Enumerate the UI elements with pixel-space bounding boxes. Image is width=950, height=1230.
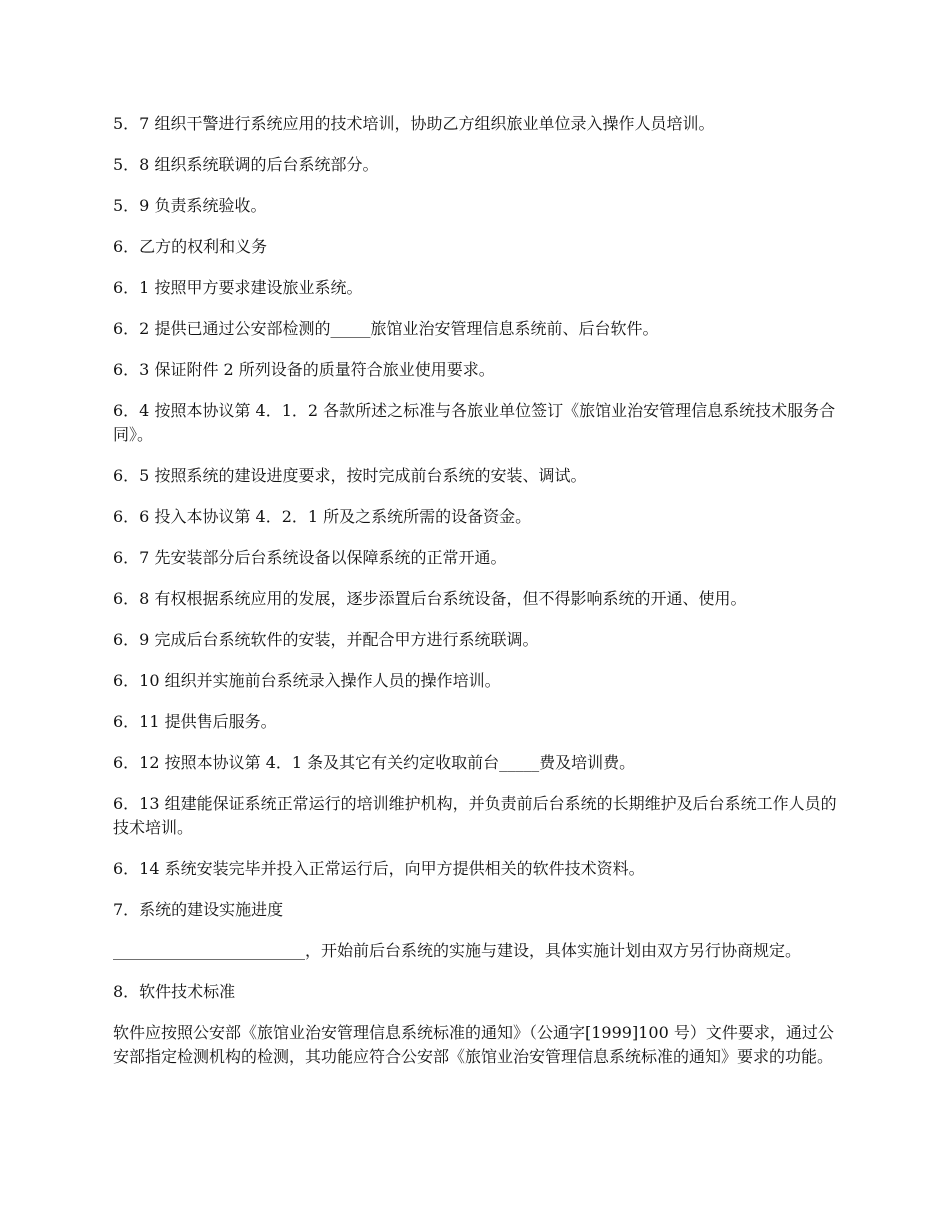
clause-6-6: 6．6 投入本协议第 4．2．1 所及之系统所需的设备资金。 — [113, 507, 532, 526]
clause-6-13: 6．13 组建能保证系统正常运行的培训维护机构，并负责前后台系统的长期维护及后台系统工作人员的技术培训。 — [113, 794, 837, 837]
clause-5-9: 5．9 负责系统验收。 — [113, 196, 267, 215]
clause-6-7: 6．7 先安装部分后台系统设备以保障系统的正常开通。 — [113, 548, 507, 567]
section-6-heading: 6．乙方的权利和义务 — [113, 237, 268, 256]
clause-6-8: 6．8 有权根据系统应用的发展，逐步添置后台系统设备，但不得影响系统的开通、使用。 — [113, 589, 747, 608]
clause-5-8: 5．8 组织系统联调的后台系统部分。 — [113, 155, 379, 174]
section-7-heading: 7．系统的建设实施进度 — [113, 900, 284, 919]
clause-6-12: 6．12 按照本协议第 4．1 条及其它有关约定收取前台_____费及培训费。 — [113, 753, 636, 772]
clause-6-2: 6．2 提供已通过公安部检测的_____旅馆业治安管理信息系统前、后台软件。 — [113, 319, 659, 338]
clause-6-10: 6．10 组织并实施前台系统录入操作人员的操作培训。 — [113, 671, 501, 690]
document-page — [113, 112, 843, 1086]
clause-6-3: 6．3 保证附件 2 所列设备的质量符合旅业使用要求。 — [113, 360, 495, 379]
clause-6-9: 6．9 完成后台系统软件的安装，并配合甲方进行系统联调。 — [113, 630, 539, 649]
section-7-body: ________________________，开始前后台系统的实施与建设，具体实施计划由双方另行协商规定。 — [113, 941, 802, 960]
clause-6-11: 6．11 提供售后服务。 — [113, 712, 277, 731]
clause-5-7: 5．7 组织干警进行系统应用的技术培训，协助乙方组织旅业单位录入操作人员培训。 — [113, 114, 715, 133]
section-8-heading: 8．软件技术标准 — [113, 982, 236, 1001]
clause-6-5: 6．5 按照系统的建设进度要求，按时完成前台系统的安装、调试。 — [113, 466, 587, 485]
section-8-body: 软件应按照公安部《旅馆业治安管理信息系统标准的通知》（公通字[1999]100 号）文件要求，通过公安部指定检测机构的检测，其功能应符合公安部《旅馆业治安管理信息系统标准的通知》要求的功能。 — [113, 1023, 834, 1066]
clause-6-4: 6．4 按照本协议第 4．1．2 各款所述之标准与各旅业单位签订《旅馆业治安管理信息系统技术服务合同》。 — [113, 401, 836, 444]
clause-6-1: 6．1 按照甲方要求建设旅业系统。 — [113, 278, 363, 297]
clause-6-14: 6．14 系统安装完毕并投入正常运行后，向甲方提供相关的软件技术资料。 — [113, 859, 645, 878]
